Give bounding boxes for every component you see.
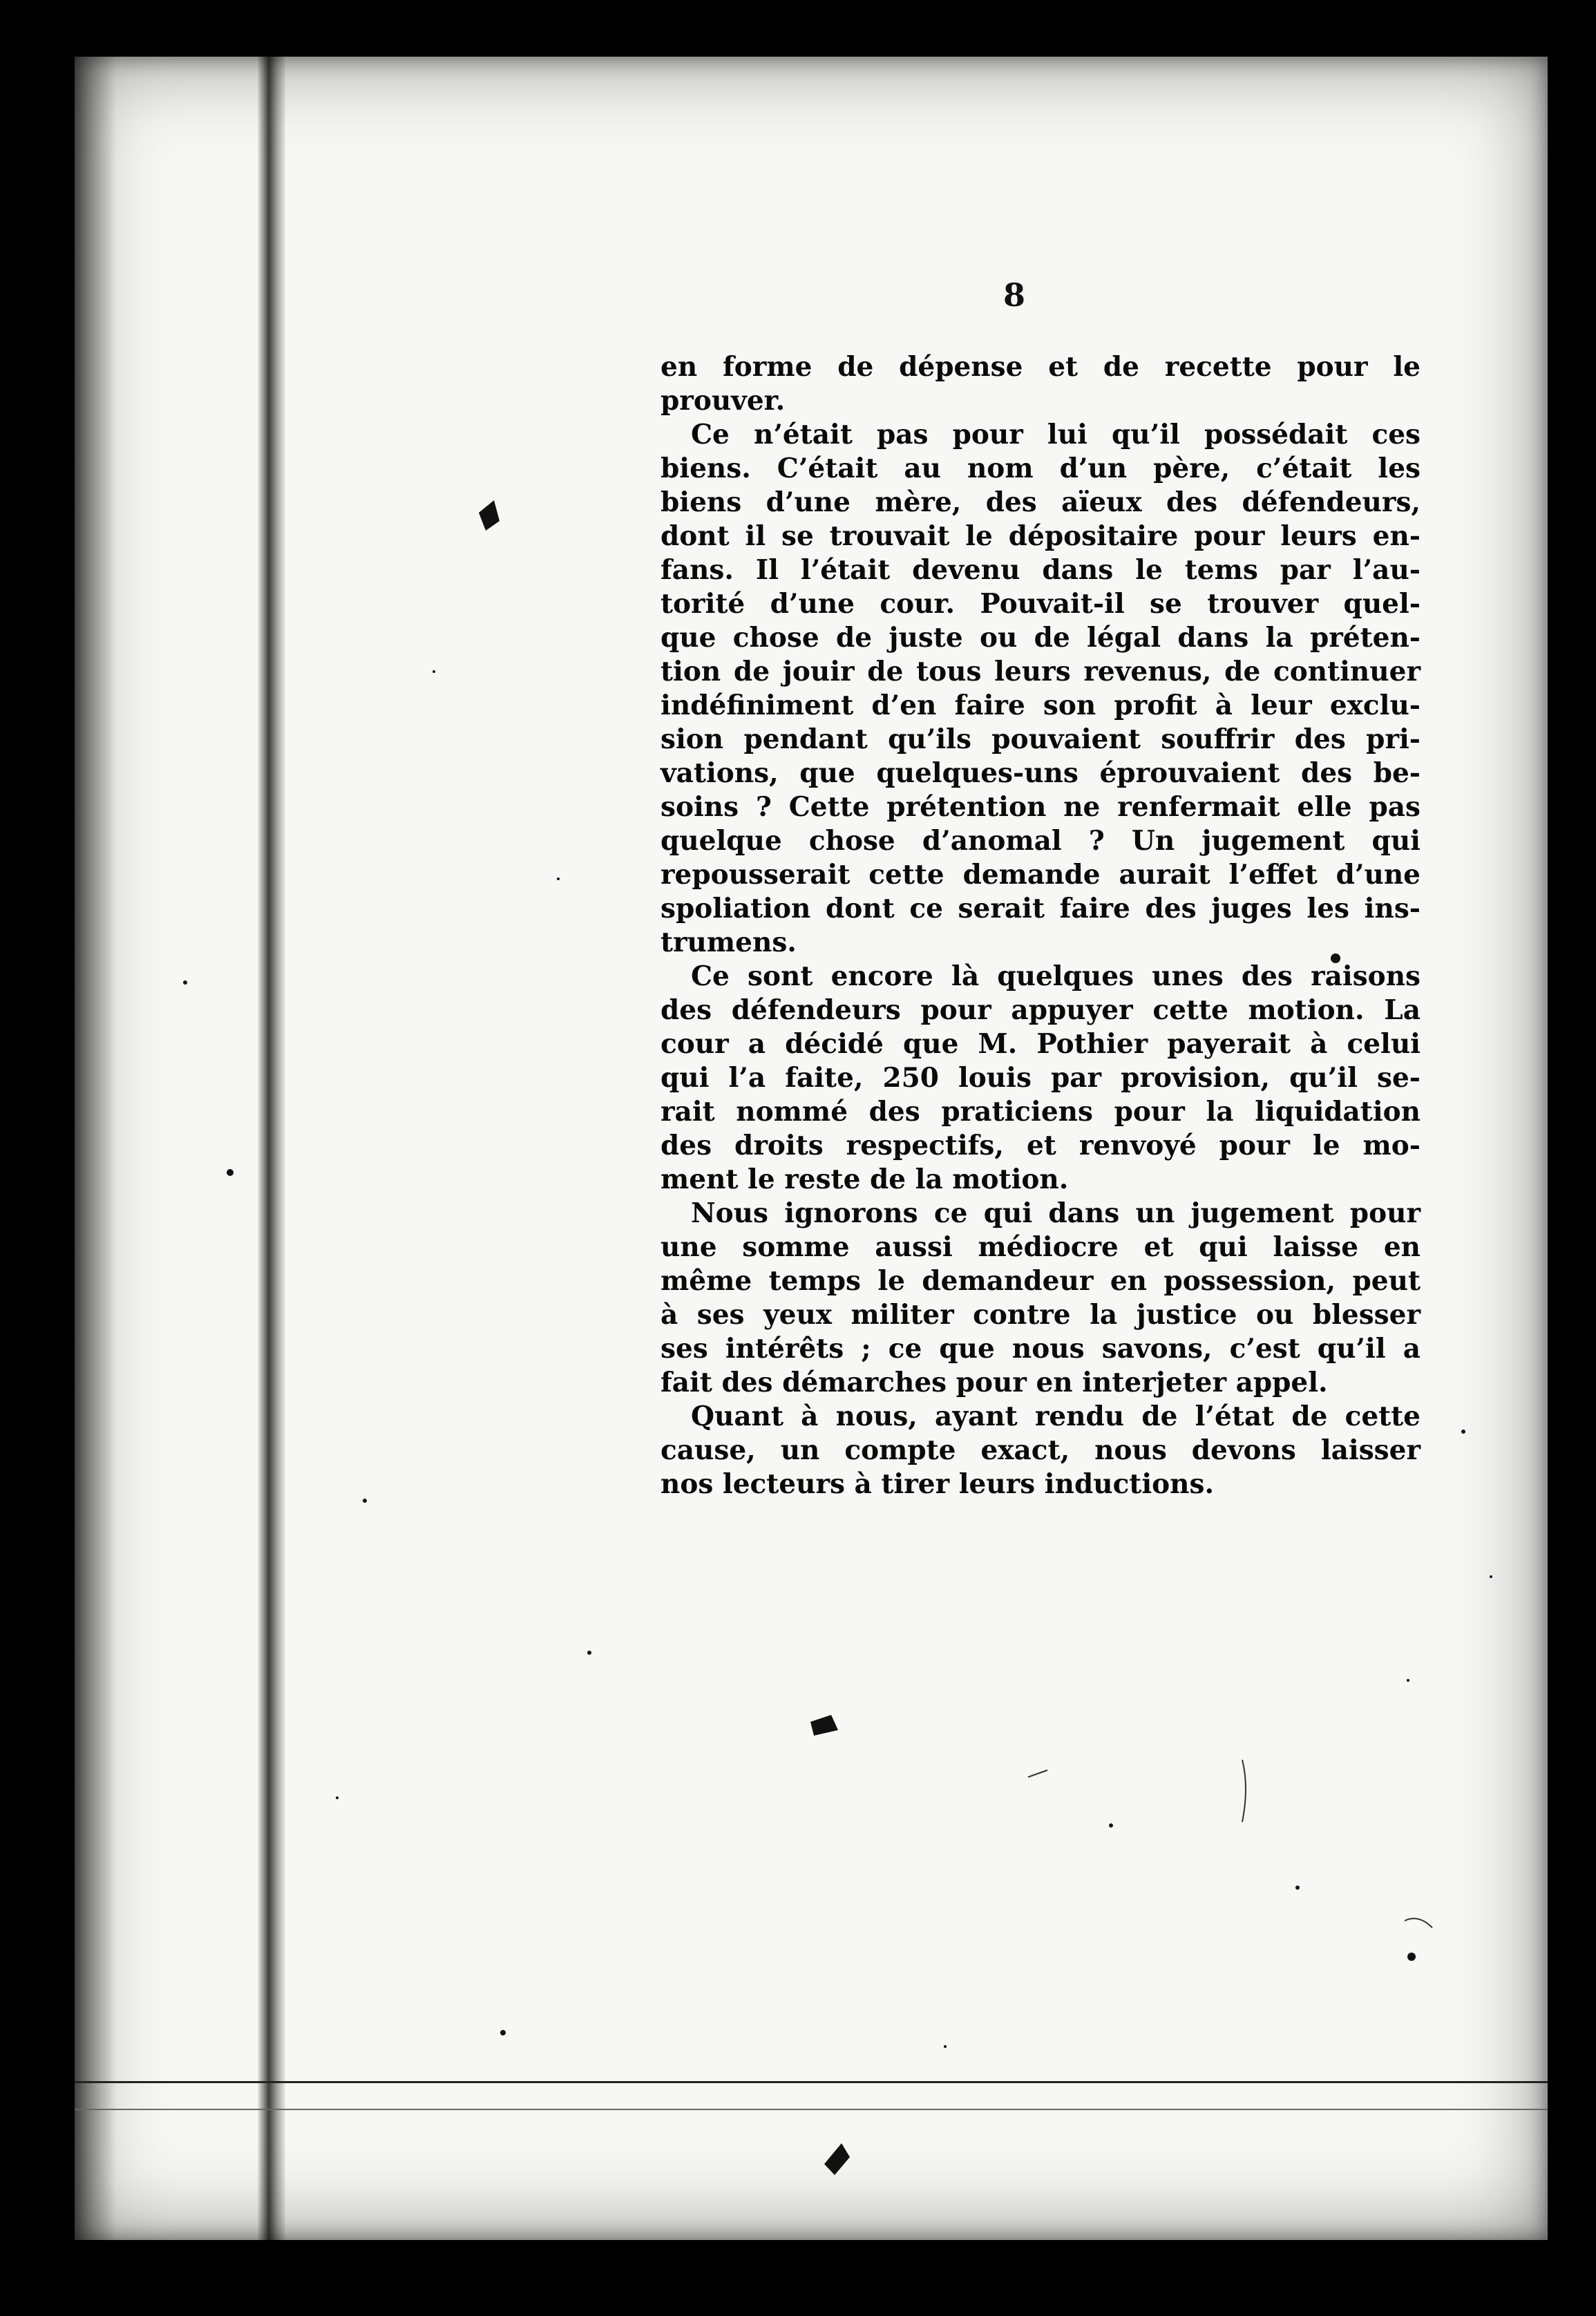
text-line: cour a décidé que M. Pothier payerait à celui [661,1028,1421,1060]
text-line: en forme de dépense et de recette pour le [661,351,1421,383]
text-line: spoliation dont ce serait faire des juges les ins- [661,893,1421,924]
text-line: torité d’une cour. Pouvait-il se trouver quel- [661,588,1421,620]
text-line: biens. C’était au nom d’un père, c’était les [661,453,1421,484]
text-line: Quant à nous, ayant rendu de l’état de cette [691,1401,1421,1432]
text-line: dont il se trouvait le dépositaire pour leurs en- [661,520,1421,552]
text-line: trumens. [661,927,797,958]
text-line: même temps le demandeur en possession, peut [661,1265,1421,1297]
text-line: tion de jouir de tous leurs revenus, de continuer [661,656,1421,687]
paragraph [661,1197,1421,1400]
text-line: quelque chose d’anomal ? Un jugement qui [661,825,1421,857]
text-line: fait des démarches pour en interjeter appel. [661,1367,1328,1398]
text-line: soins ? Cette prétention ne renfermait elle pas [661,791,1421,823]
scan-edge-line [75,2109,1548,2110]
text-line: sion pendant qu’ils pouvaient souffrir des pri- [661,723,1421,755]
text-line: vations, que quelques-uns éprouvaient des be- [661,757,1421,789]
text-line: nos lecteurs à tirer leurs inductions. [661,1468,1215,1500]
paragraph [661,418,1421,960]
paragraph [661,350,1421,418]
text-line: prouver. [661,385,786,417]
text-line: Nous ignorons ce qui dans un jugement pour [691,1197,1421,1229]
text-line: que chose de juste ou de légal dans la préten- [661,622,1421,654]
text-line: une somme aussi médiocre et qui laisse en [661,1231,1421,1263]
scan-edge-line [75,2081,1548,2083]
text-line: à ses yeux militer contre la justice ou blesser [661,1299,1421,1331]
text-line: indéfiniment d’en faire son profit à leur exclu- [661,690,1421,721]
text-line: rait nommé des praticiens pour la liquidation [661,1096,1421,1128]
page-number: 8 [1003,276,1025,314]
text-line: cause, un compte exact, nous devons laisser [661,1434,1421,1466]
text-line: biens d’une mère, des aïeux des défendeurs, [661,486,1421,518]
text-line: qui l’a faite, 250 louis par provision, qu’il se- [661,1062,1421,1094]
text-line: repousserait cette demande aurait l’effet d’une [661,859,1421,891]
text-line: ses intérêts ; ce que nous savons, c’est qu’il a [661,1333,1421,1365]
text-line: fans. Il l’était devenu dans le tems par l’au- [661,554,1421,586]
text-line: Ce n’était pas pour lui qu’il possédait ces [691,419,1421,450]
body-text [661,350,1421,1501]
text-line: des défendeurs pour appuyer cette motion. La [661,994,1421,1026]
text-line: Ce sont encore là quelques unes des raisons [691,960,1421,992]
paragraph [661,960,1421,1197]
text-line: des droits respectifs, et renvoyé pour le mo- [661,1130,1421,1161]
paragraph [661,1400,1421,1501]
text-line: ment le reste de la motion. [661,1164,1069,1195]
document-page [75,57,1548,2240]
